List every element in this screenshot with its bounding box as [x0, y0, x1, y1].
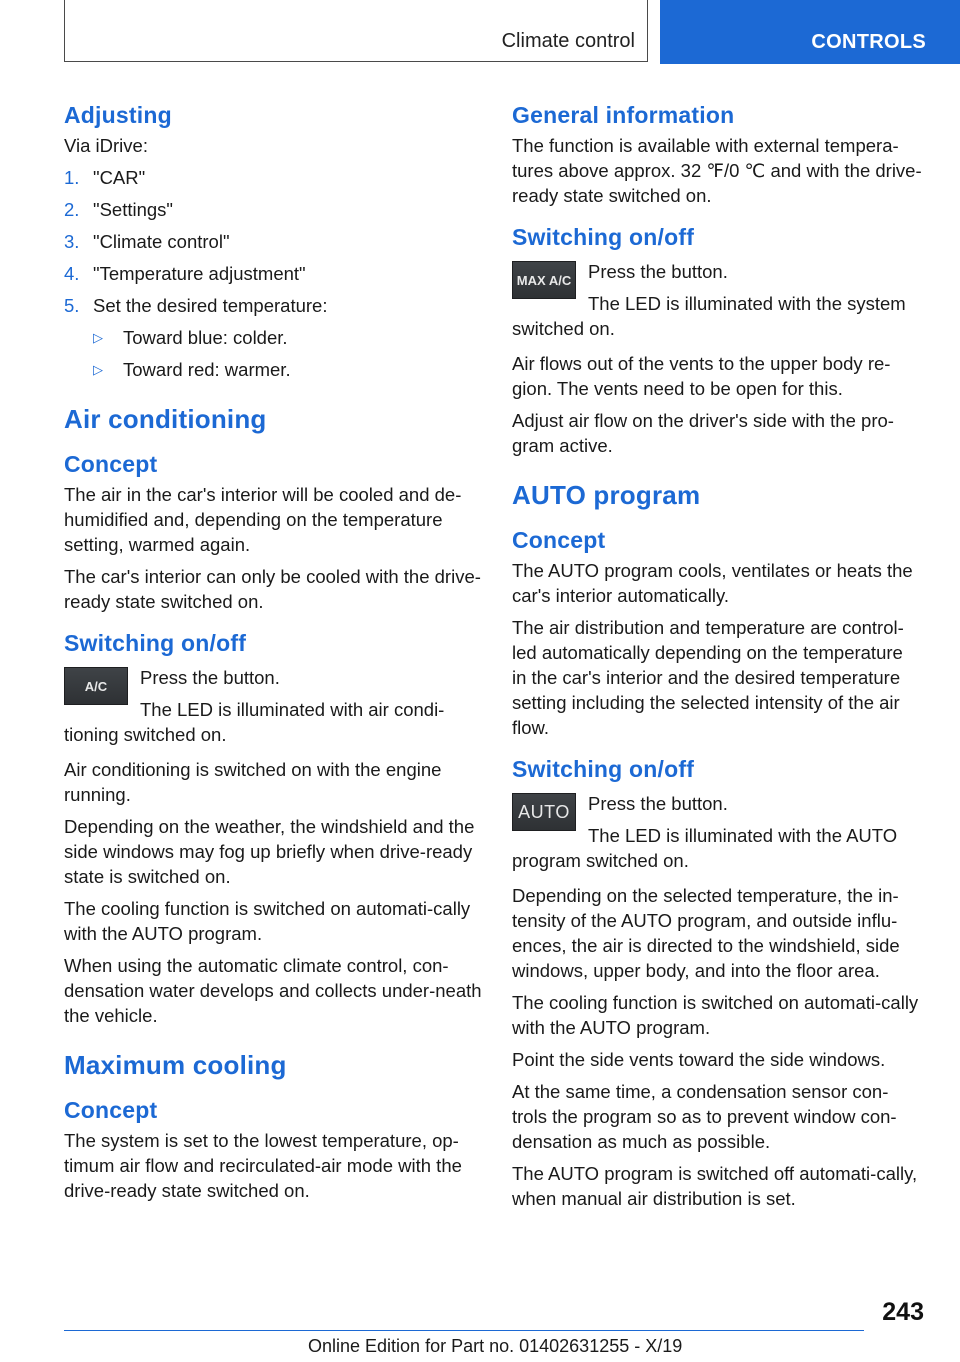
paragraph: Press the button. [588, 261, 728, 282]
header-chapter-box [64, 0, 648, 62]
paragraph: switched on. [512, 318, 615, 339]
paragraph: The AUTO program cools, ventilates or heats the car's interior automatically. [512, 560, 913, 606]
paragraph: The LED is illuminated with the system [588, 293, 906, 314]
heading-auto-program: AUTO program [512, 480, 701, 510]
max-ac-button-block [512, 259, 922, 341]
paragraph: Air flows out of the vents to the upper body re‐gion. The vents need to be open for this. [512, 353, 891, 399]
paragraph: At the same time, a condensation sensor con‐trols the program so as to prevent window con‐densation as much as possible. [512, 1081, 897, 1152]
paragraph: The cooling function is switched on automati‐cally with the AUTO program. [512, 992, 919, 1038]
list-item: 3. "Climate control" [64, 231, 230, 252]
paragraph: The LED is illuminated with air condi‐ [140, 699, 445, 720]
list-item: 5. Set the desired temperature: [64, 295, 328, 316]
heading-maximum-cooling: Maximum cooling [64, 1050, 287, 1080]
paragraph: program switched on. [512, 850, 689, 871]
paragraph: Depending on the weather, the windshield and the side windows may fog up briefly when drive-ready state is switched on. [64, 816, 475, 887]
list-subitem: ▷ Toward blue: colder. [93, 327, 288, 348]
left-column [64, 100, 484, 1210]
page-number: 243 [882, 1298, 924, 1326]
section-tab-label: CONTROLS [811, 31, 926, 53]
paragraph: The air distribution and temperature are control‐led automatically depending on the temperature in the car's interior and the desired temperature setting including the selected intensity of the air flow. [512, 617, 904, 738]
heading-concept: Concept [64, 451, 158, 477]
auto-button-block [512, 791, 922, 873]
ac-button-block [64, 665, 484, 747]
heading-air-conditioning: Air conditioning [64, 404, 267, 434]
adjusting-steps [64, 165, 484, 382]
ac-button-icon: A/C [64, 667, 128, 705]
auto-button-icon: AUTO [512, 793, 576, 831]
heading-switching: Switching on/off [512, 224, 695, 250]
footer-divider [64, 1330, 864, 1331]
paragraph: Adjust air flow on the driver's side with the pro‐gram active. [512, 410, 894, 456]
paragraph: The function is available with external tempera‐tures above approx. 32 ℉/0 ℃ and with the drive-ready state switched on. [512, 135, 922, 206]
right-column [512, 100, 922, 1218]
edition-note: Online Edition for Part no. 01402631255 - X/19 [308, 1336, 683, 1356]
section-tab[interactable] [660, 0, 960, 64]
paragraph: The system is set to the lowest temperature, op‐timum air flow and recirculated-air mode with the drive-ready state switched on. [64, 1130, 462, 1201]
paragraph: When using the automatic climate control, con‐densation water develops and collects under‐neath the vehicle. [64, 955, 482, 1026]
heading-adjusting: Adjusting [64, 102, 172, 128]
paragraph: The car's interior can only be cooled with the drive-ready state switched on. [64, 566, 481, 612]
list-subitem: ▷ Toward red: warmer. [93, 359, 291, 380]
list-item: 2. "Settings" [64, 199, 173, 220]
list-item: 1. "CAR" [64, 167, 146, 188]
paragraph: The LED is illuminated with the AUTO [588, 825, 898, 846]
paragraph: The cooling function is switched on automati‐cally with the AUTO program. [64, 898, 471, 944]
chapter-title: Climate control [501, 30, 635, 52]
paragraph: Point the side vents toward the side windows. [512, 1049, 886, 1070]
triangle-bullet-icon: ▷ [93, 330, 103, 345]
paragraph: Press the button. [588, 793, 728, 814]
paragraph: Press the button. [140, 667, 280, 688]
heading-concept: Concept [64, 1097, 158, 1123]
heading-switching: Switching on/off [512, 756, 695, 782]
max-ac-button-icon: MAX A/C [512, 261, 576, 299]
paragraph: The AUTO program is switched off automati‐cally, when manual air distribution is set. [512, 1163, 918, 1209]
list-item: 4. "Temperature adjustment" [64, 263, 306, 284]
paragraph: Air conditioning is switched on with the engine running. [64, 759, 442, 805]
paragraph: The air in the car's interior will be cooled and de‐humidified and, depending on the temperature setting, warmed again. [64, 484, 462, 555]
paragraph: tioning switched on. [64, 724, 227, 745]
heading-concept: Concept [512, 527, 606, 553]
heading-general-information: General information [512, 102, 735, 128]
triangle-bullet-icon: ▷ [93, 362, 103, 377]
heading-switching: Switching on/off [64, 630, 247, 656]
paragraph: Depending on the selected temperature, the in‐tensity of the AUTO program, and outside influ‐ences, the air is directed to the windshield, side windows, upper body, and into the floor area. [512, 885, 900, 981]
adjusting-intro: Via iDrive: [64, 135, 148, 156]
